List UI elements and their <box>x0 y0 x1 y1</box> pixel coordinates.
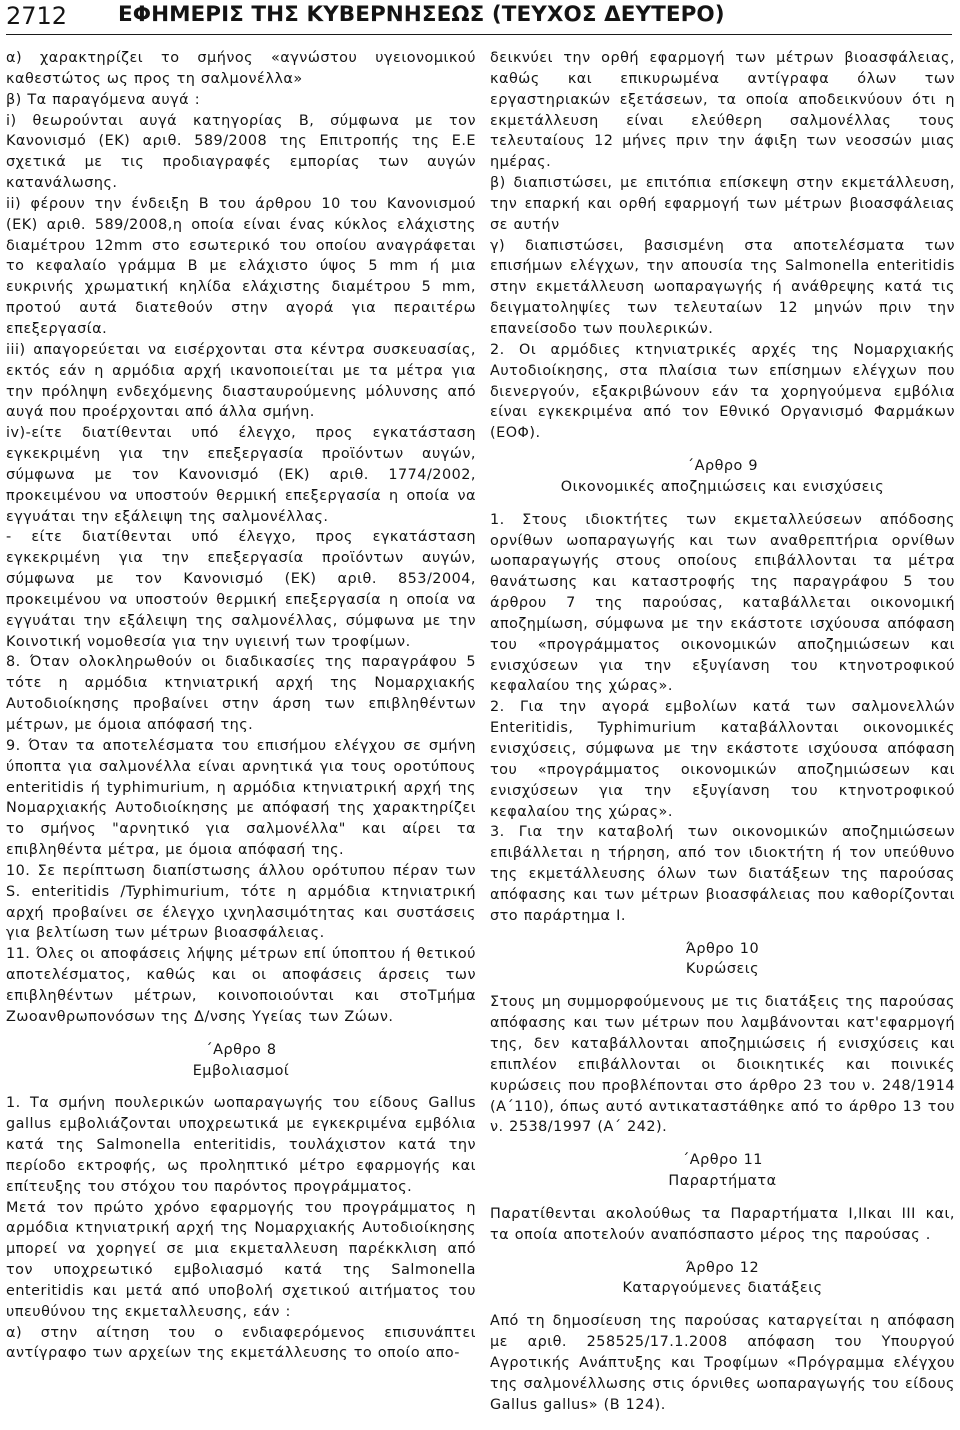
paragraph: Από τη δημοσίευση της παρούσας καταργείται η απόφαση με αριθ. 258525/17.1.2008 απόφαση του Υπουργού Αγροτικής Ανάπτυξης και Τροφίμων «Πρόγραμμα ελέγχου της σαλμονέλλωσης στις όρνιθες ωοπαραγωγής του είδους Gallus gallus» (Β 124). <box>490 1313 955 1413</box>
section-heading: Κυρώσεις <box>685 961 760 978</box>
paragraph: β) διαπιστώσει, με επιτόπια επίσκεψη στην εκμετάλλευση, την επαρκή και ορθή εφαρμογή των μέτρων βιοασφάλειας σε αυτήν <box>490 175 955 233</box>
paragraph: 8. Όταν ολοκληρωθούν οι διαδικασίες της παραγράφου 5 τότε η αρμόδια κτηνιατρική αρχή της Νομαρχιακής Αυτοδιοίκησης προβαίνει στην άρση των επιβληθέντων μέτρων, με όμοια απόφασή της. <box>6 654 476 733</box>
right-column <box>490 48 955 1415</box>
paragraph: 2. Οι αρμόδιες κτηνιατρικές αρχές της Νομαρχιακής Αυτοδιοίκησης, στα πλαίσια των επίσημων ελέγχων που διενεργούν, εξακριβώνουν εάν τα χορηγούμενα εμβόλια είναι εγκεκριμένα από τον Εθνικό Οργανισμό Φαρμάκων (ΕΟΦ). <box>490 341 955 442</box>
paragraph: β) Τα παραγόμενα αυγά : <box>6 91 201 108</box>
section-heading: Παραρτήματα <box>668 1173 777 1190</box>
paragraph: Παρατίθενται ακολούθως τα Παραρτήματα Ι,ΙΙκαι ΙΙΙ και, τα οποία αποτελούν αναπόσπαστο μέρος της παρούσας . <box>490 1205 955 1243</box>
paragraph: α) χαρακτηρίζει το σμήνος «αγνώστου υγειονομικού καθεστώτος ως προς τη σαλμονέλλα» <box>6 50 476 87</box>
paragraph: 1. Τα σμήνη πουλερικών ωοπαραγωγής του είδους Gallus gallus εμβολιάζονται υποχρεωτικά με εγκεκριμένα εμβόλια κατά της Salmonella enteritidis, τουλάχιστον κατά την περίοδο εκτροφής, ως προληπτικό μέτρο εφαρμογής και επίτευξης του στόχου του παρόντος προγράμματος. <box>6 1095 476 1195</box>
section-heading: Άρθρο 10 <box>685 940 760 957</box>
paragraph: 1. Στους ιδιοκτήτες των εκμεταλλεύσεων απόδοσης ορνίθων ωοπαραγωγής και των αναθρεπτήρια ορνίθων ωοπαραγωγής στους οποίους επιβάλλονται τα μέτρα θανάτωσης και καταστροφής της παραγράφου 5 του άρθρου 7 της παρούσας, καταβάλλεται οικονομική αποζημίωση, σύμφωνα με την εκάστοτε ισχύουσα απόφαση του «προγράμματος οικονομικών αποζημιώσεων και ενισχύσεων για την εξυγίανση του κτηνοτροφικού κεφαλαίου της χώρας». <box>490 511 955 695</box>
paragraph: iii) απαγορεύεται να εισέρχονται στα κέντρα συσκευασίας, εκτός εάν η αρμόδια αρχή ικανοποιείται με τα μέτρα για την πρόληψη ενδεχόμενης διασταυρούμενης μόλυνσης από αυγά που προέρχονται από άλλα σμήνη. <box>6 341 476 421</box>
paragraph: ii) φέρουν την ένδειξη Β του άρθρου 10 του Κανονισμού (ΕΚ) αριθ. 589/2008,η οποία είναι ένας κύκλος ελάχιστης διαμέτρου 12mm στο εσωτερικό του οποίου αναγράφεται το κεφαλαίο γράμμα Β με ελάχιστο ύψος 5 mm ή μια ευκρινής χρωματική κηλίδα ελάχιστης διαμέτρου 5 mm, προτού αυτά διατεθούν στην αγορά για περαιτέρω επεξεργασία. <box>6 195 476 337</box>
section-heading: Άρθρο 12 <box>685 1259 760 1276</box>
page-number: 2712 <box>6 2 68 30</box>
paragraph: δεικνύει την ορθή εφαρμογή των μέτρων βιοασφάλειας, καθώς και επικυρωμένα αντίγραφα όλων των εργαστηριακών εξετάσεων, τα οποία αποδεικνύουν ότι η εκμετάλλευση είναι ελεύθερη σαλμονέλλας τους τελευταίους 12 μήνες πριν την άφιξη των νεοσσών μιας ημέρας. <box>490 50 955 171</box>
section-heading: ΄Αρθρο 11 <box>682 1152 763 1169</box>
header-rule <box>6 34 952 35</box>
paragraph: 11. Όλες οι αποφάσεις λήψης μέτρων επί ύποπτου ή θετικού αποτελέσματος, καθώς και οι αποφάσεις άρσεις των επιβληθέντων μέτρων, κοινοποιούνται και στοΤμήμα Ζωοανθρωπονόσων της Δ/νσης Υγείας των Ζώων. <box>6 946 476 1025</box>
section-heading: ΄Αρθρο 8 <box>205 1041 277 1058</box>
paragraph: 2. Για την αγορά εμβολίων κατά των σαλμονελλών Enteritidis, Typhimurium καταβάλλονται οικονομικές ενισχύσεις, σύμφωνα με την εκάστοτε ισχύουσα απόφαση του «προγράμματος οικονομικών αποζημιώσεων και ενισχύσεων για την εξυγίανση του κτηνοτροφικού κεφαλαίου της χώρας». <box>490 699 955 820</box>
paragraph: γ) διαπιστώσει, βασισμένη στα αποτελέσματα των επισήμων ελέγχων, την απουσία της Salmonella enteritidis στην εκμετάλλευση ωοπαραγωγής ή ανάθρεψης κατά τις δειγματοληψίες των τελευταίων 12 μηνών πριν την επανείσοδο των πουλερικών. <box>490 237 955 337</box>
paragraph: - είτε διατίθενται υπό έλεγχο, προς εγκατάσταση εγκεκριμένη για την επεξεργασία προϊόντων αυγών, σύμφωνα με τον Κανονισμό (ΕΚ) αριθ. 853/2004, προκειμένου να υποστούν θερμική επεξεργασία η οποία να εγγυάται την εξάλειψη της σαλμονέλλας, σύμφωνα με την Κοινοτική νομοθεσία για την υγιεινή των τροφίμων. <box>6 529 476 650</box>
gazette-title: ΕΦΗΜΕΡΙΣ ΤΗΣ ΚΥΒΕΡΝΗΣΕΩΣ (ΤΕΥΧΟΣ ΔΕΥΤΕΡΟ) <box>118 2 725 27</box>
paragraph: 10. Σε περίπτωση διαπίστωσης άλλου ορότυπου πέραν των S. enteritidis /Typhimurium, τότε η αρμόδια κτηνιατρική αρχή προβαίνει σε έλεγχο ιχνηλασιμότητας και συστάσεις για βελτίωση των μέτρων βιοασφάλειας. <box>6 862 476 942</box>
paragraph: Στους μη συμμορφούμενους με τις διατάξεις της παρούσας απόφασης και των μέτρων που λαμβάνονται κατ'εφαρμογή της, δεν καταβάλλονται αποζημιώσεις ή ενισχύσεις και επιπλέον επιβάλλονται οι διοικητικές και ποινικές κυρώσεις που προβλέπονται στο άρθρο 23 του ν. 248/1914 (Α΄110), όπως αυτό αντικαταστάθηκε από το άρθρο 13 του ν. 2538/1997 (Α΄ 242). <box>490 994 955 1136</box>
paragraph: i) θεωρούνται αυγά κατηγορίας Β, σύμφωνα με τον Κανονισμό (ΕΚ) αριθ. 589/2008 της Επιτροπής της Ε.Ε σχετικά με τις προδιαγραφές εμπορίας των αυγών κατανάλωσης. <box>6 112 476 192</box>
section-heading: ΄Αρθρο 9 <box>686 458 759 475</box>
paragraph: 3. Για την καταβολή των οικονομικών αποζημιώσεων επιβάλλεται η τήρηση, από τον ιδιοκτήτη ή τον υπεύθυνο της εκμετάλλευσης όλων των διατάξεων της παρούσας απόφασης και των μέτρων βιοασφάλειας που καθορίζονται στο παράρτημα I. <box>490 824 955 924</box>
section-heading: Οικονομικές αποζημιώσεις και ενισχύσεις <box>560 478 885 495</box>
left-column <box>6 48 476 1364</box>
paragraph: iv)-είτε διατίθενται υπό έλεγχο, προς εγκατάσταση εγκεκριμένη για την επεξεργασία προϊόντων αυγών, σύμφωνα με τον Κανονισμό (ΕΚ) αριθ. 1774/2002, προκειμένου να υποστούν θερμική επεξεργασία η οποία να εγγυάται την εξάλειψη της σαλμονέλλας. <box>6 425 476 525</box>
section-heading: Καταργούμενες διατάξεις <box>622 1280 823 1297</box>
paragraph: 9. Όταν τα αποτελέσματα του επισήμου ελέγχου σε σμήνη ύποπτα για σαλμονέλλα είναι αρνητικά για τους οροτύπους enteritidis ή typhimurium, η αρμόδια κτηνιατρική αρχή της Νομαρχιακής Αυτοδιοίκησης με απόφασή της χαρακτηρίζει το σμήνος "αρνητικό για σαλμονέλλα" και αίρει τα επιβληθέντα μέτρα, με όμοια απόφασή της. <box>6 737 476 859</box>
paragraph: Μετά τον πρώτο χρόνο εφαρμογής του προγράμματος η αρμόδια κτηνιατρική αρχή της Νομαρχιακής Αυτοδιοίκησης μπορεί να χορηγεί σε μια εκμεταλλευση παρέκκλιση από τον υποχρεωτικό εμβολιασμό κατά της Salmonella enteritidis και μετά από υποβολή σχετικού αιτήματος του υπευθύνου της εκμεταλλευσης, εάν : <box>6 1199 476 1320</box>
paragraph: α) στην αίτηση του ο ενδιαφερόμενος επισυνάπτει αντίγραφο των αρχείων της εκμετάλλευσης το οποίο απο- <box>6 1324 476 1362</box>
section-heading: Εμβολιασμοί <box>192 1062 290 1079</box>
